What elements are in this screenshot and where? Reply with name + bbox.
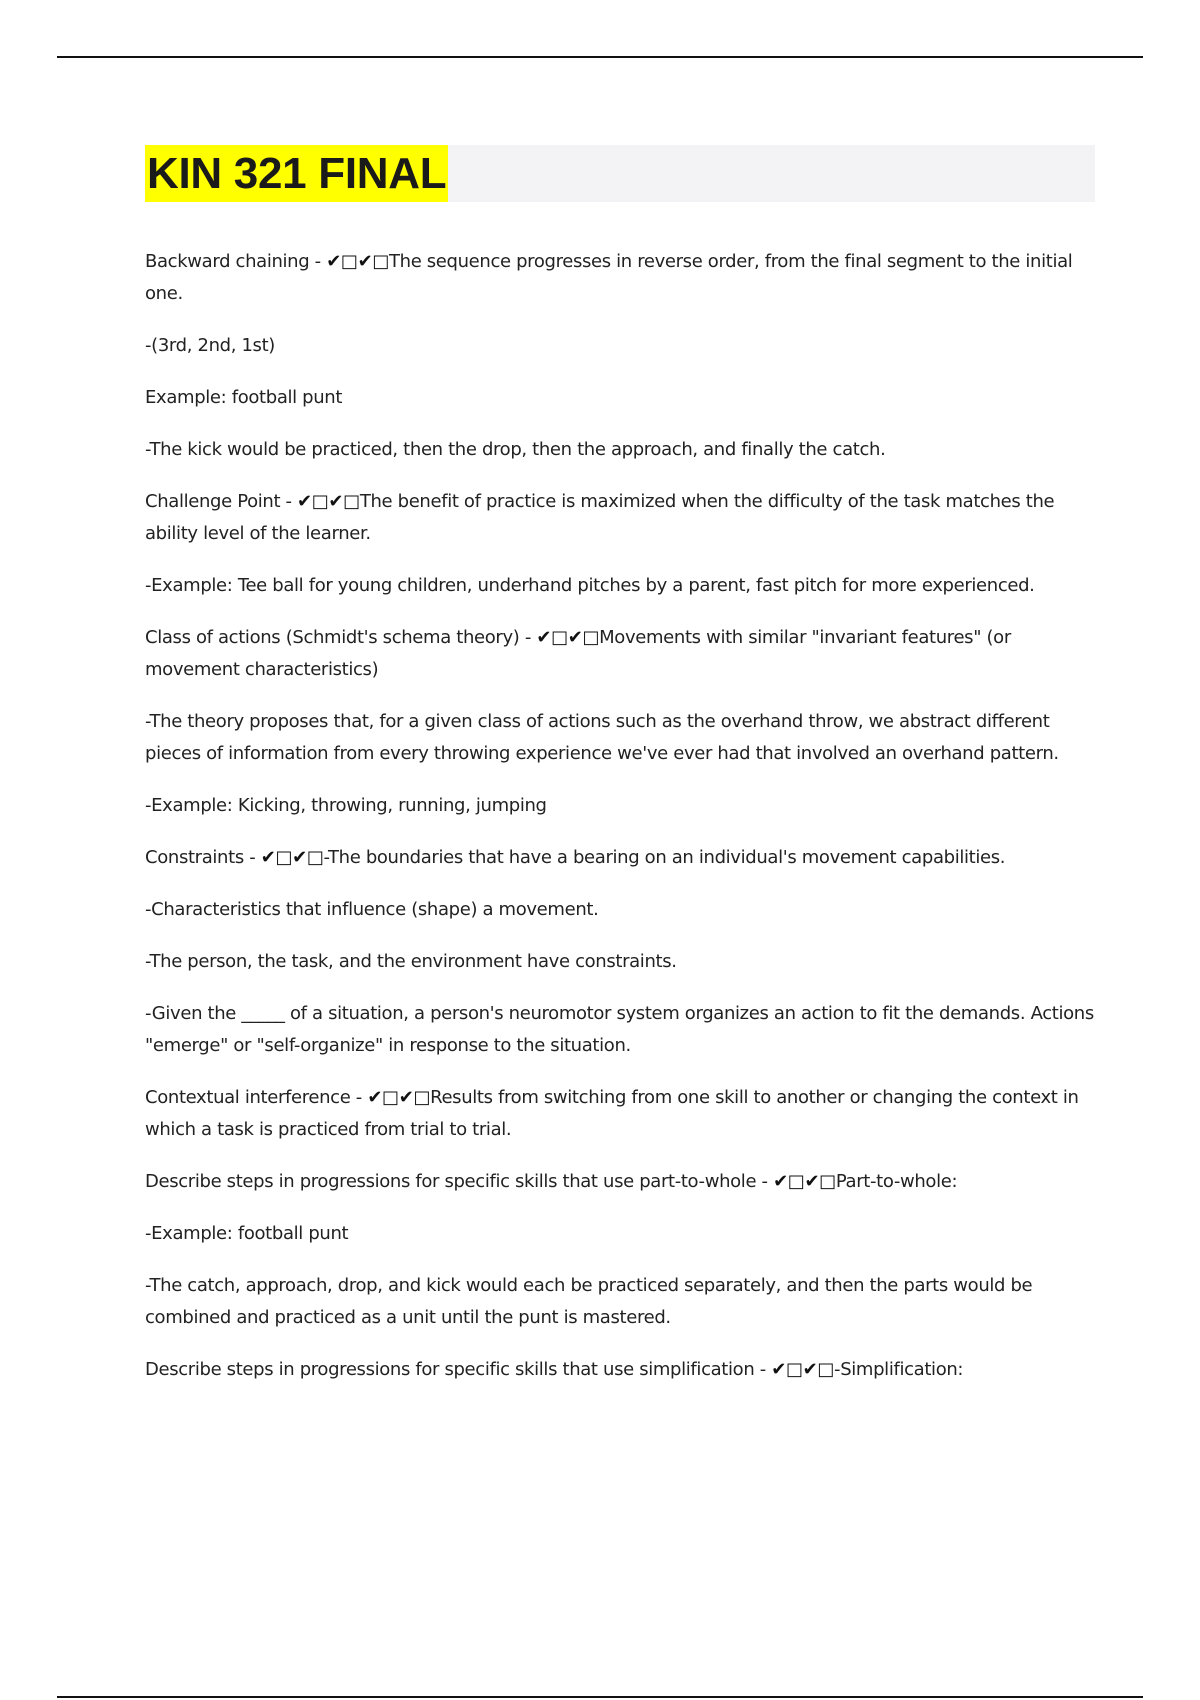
body-text: -The boundaries that have a bearing on an individual's movement capabilities. bbox=[323, 847, 1006, 868]
body-text: -Example: Kicking, throwing, running, jumping bbox=[145, 795, 547, 816]
term-definition bbox=[145, 1166, 1095, 1198]
term-definition bbox=[145, 246, 1095, 310]
body-text: -Characteristics that influence (shape) a movement. bbox=[145, 899, 599, 920]
check-marks-icon: ✔□✔□ bbox=[536, 627, 600, 648]
body-text: The benefit of practice is maximized when the difficulty of the task matches the ability level of the learner. bbox=[145, 491, 1055, 544]
term-label: Contextual interference - bbox=[145, 1087, 368, 1108]
check-marks-icon: ✔□✔□ bbox=[771, 1359, 835, 1380]
body-text: -The kick would be practiced, then the drop, then the approach, and finally the catch. bbox=[145, 439, 886, 460]
page-title: KIN 321 FINAL bbox=[145, 145, 448, 202]
term-definition bbox=[145, 1354, 1095, 1386]
term-definition bbox=[145, 842, 1095, 874]
check-marks-icon: ✔□✔□ bbox=[326, 251, 389, 272]
term-label: Constraints - bbox=[145, 847, 261, 868]
note-line bbox=[145, 1218, 1095, 1250]
term-label: Backward chaining - bbox=[145, 251, 327, 272]
body-text: -Example: Tee ball for young children, underhand pitches by a parent, fast pitch for more experienced. bbox=[145, 575, 1035, 596]
term-label: Class of actions (Schmidt's schema theory) - bbox=[145, 627, 537, 648]
body-text: -The catch, approach, drop, and kick would each be practiced separately, and then the parts would be combined and practiced as a unit until the punt is mastered. bbox=[145, 1275, 1033, 1328]
note-line bbox=[145, 946, 1095, 978]
note-line bbox=[145, 894, 1095, 926]
term-definition bbox=[145, 486, 1095, 550]
body-text: Part-to-whole: bbox=[835, 1171, 958, 1192]
term-label: Describe steps in progressions for specific skills that use part-to-whole - bbox=[145, 1171, 774, 1192]
note-line bbox=[145, 706, 1095, 770]
document-body bbox=[145, 145, 1095, 1406]
term-definition bbox=[145, 622, 1095, 686]
note-line bbox=[145, 1270, 1095, 1334]
title-band bbox=[145, 145, 1095, 202]
term-label: Describe steps in progressions for specific skills that use simplification - bbox=[145, 1359, 772, 1380]
note-line bbox=[145, 434, 1095, 466]
body-text: Example: football punt bbox=[145, 387, 343, 408]
note-line bbox=[145, 570, 1095, 602]
term-label: Challenge Point - bbox=[145, 491, 298, 512]
body-text: -The person, the task, and the environment have constraints. bbox=[145, 951, 677, 972]
body-text: -The theory proposes that, for a given class of actions such as the overhand throw, we abstract different pieces of information from every throwing experience we've ever had that involved an overhand pattern. bbox=[145, 711, 1059, 764]
body-text: The sequence progresses in reverse order, from the final segment to the initial one. bbox=[145, 251, 1073, 304]
note-line bbox=[145, 330, 1095, 362]
body-text: -Given the _____ of a situation, a person's neuromotor system organizes an action to fit the demands. Actions "emerge" or "self-organize" in response to the situation. bbox=[145, 1003, 1094, 1056]
term-definition bbox=[145, 1082, 1095, 1146]
check-marks-icon: ✔□✔□ bbox=[260, 847, 324, 868]
check-marks-icon: ✔□✔□ bbox=[297, 491, 360, 512]
body-text: -(3rd, 2nd, 1st) bbox=[145, 335, 275, 356]
body-text: Results from switching from one skill to another or changing the context in which a task is practiced from trial to trial. bbox=[145, 1087, 1079, 1140]
note-line bbox=[145, 998, 1095, 1062]
flashcard-list bbox=[145, 246, 1095, 1386]
check-marks-icon: ✔□✔□ bbox=[367, 1087, 431, 1108]
top-rule bbox=[57, 56, 1143, 58]
bottom-rule bbox=[57, 1696, 1143, 1698]
body-text: Movements with similar "invariant features" (or movement characteristics) bbox=[145, 627, 1011, 680]
body-text: -Simplification: bbox=[834, 1359, 964, 1380]
check-marks-icon: ✔□✔□ bbox=[773, 1171, 836, 1192]
note-line bbox=[145, 790, 1095, 822]
body-text: -Example: football punt bbox=[145, 1223, 349, 1244]
note-line bbox=[145, 382, 1095, 414]
